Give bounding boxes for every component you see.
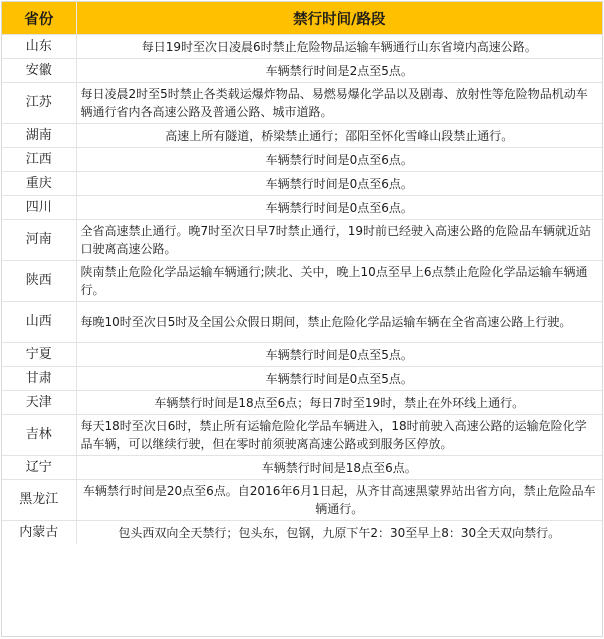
rule-cell: 车辆禁行时间是0点至6点。 — [76, 196, 602, 220]
rule-cell: 车辆禁行时间是20点至6点。自2016年6月1日起，从齐甘高速黑蒙界站出省方向，禁止危险品车辆通行。 — [76, 480, 602, 521]
header-rule: 禁行时间/路段 — [76, 2, 602, 35]
table-row — [2, 415, 602, 456]
province-cell: 安徽 — [2, 59, 76, 83]
rule-cell: 车辆禁行时间是0点至5点。 — [76, 367, 602, 391]
province-cell: 四川 — [2, 196, 76, 220]
table-row — [2, 391, 602, 415]
table-row — [2, 521, 602, 545]
province-cell: 宁夏 — [2, 343, 76, 367]
restriction-table-container — [1, 1, 603, 637]
rule-cell: 车辆禁行时间是18点至6点。 — [76, 456, 602, 480]
rule-cell: 陕南禁止危险化学品运输车辆通行;陕北、关中，晚上10点至早上6点禁止危险化学品运输车辆通行。 — [76, 261, 602, 302]
table-row — [2, 148, 602, 172]
table-row — [2, 220, 602, 261]
province-cell: 湖南 — [2, 124, 76, 148]
header-row — [2, 2, 602, 35]
rule-cell: 全省高速禁止通行。晚7时至次日早7时禁止通行，19时前已经驶入高速公路的危险品车辆就近站口驶离高速公路。 — [76, 220, 602, 261]
table-header — [2, 2, 602, 35]
rule-cell: 车辆禁行时间是0点至6点。 — [76, 148, 602, 172]
rule-cell: 每晚10时至次日5时及全国公众假日期间，禁止危险化学品运输车辆在全省高速公路上行驶。 — [76, 302, 602, 343]
province-cell: 江苏 — [2, 83, 76, 124]
province-cell: 山西 — [2, 302, 76, 343]
table-row — [2, 367, 602, 391]
table-row — [2, 172, 602, 196]
province-cell: 陕西 — [2, 261, 76, 302]
province-cell: 山东 — [2, 35, 76, 59]
restriction-table — [2, 2, 602, 544]
table-row — [2, 480, 602, 521]
rule-cell: 包头西双向全天禁行；包头东，包钢，九原下午2：30至早上8：30全天双向禁行。 — [76, 521, 602, 545]
table-row — [2, 196, 602, 220]
province-cell: 吉林 — [2, 415, 76, 456]
table-row — [2, 456, 602, 480]
province-cell: 河南 — [2, 220, 76, 261]
header-province: 省份 — [2, 2, 76, 35]
province-cell: 内蒙古 — [2, 521, 76, 545]
rule-cell: 车辆禁行时间是2点至5点。 — [76, 59, 602, 83]
table-body — [2, 35, 602, 545]
table-row — [2, 59, 602, 83]
province-cell: 重庆 — [2, 172, 76, 196]
province-cell: 江西 — [2, 148, 76, 172]
table-row — [2, 261, 602, 302]
rule-cell: 每日19时至次日凌晨6时禁止危险物品运输车辆通行山东省境内高速公路。 — [76, 35, 602, 59]
table-row — [2, 124, 602, 148]
table-row — [2, 343, 602, 367]
rule-cell: 车辆禁行时间是0点至5点。 — [76, 343, 602, 367]
rule-cell: 车辆禁行时间是0点至6点。 — [76, 172, 602, 196]
province-cell: 辽宁 — [2, 456, 76, 480]
rule-cell: 每天18时至次日6时，禁止所有运输危险化学品车辆进入，18时前驶入高速公路的运输危险化学品车辆，可以继续行驶，但在零时前须驶离高速公路或到服务区停放。 — [76, 415, 602, 456]
table-row — [2, 302, 602, 343]
province-cell: 黑龙江 — [2, 480, 76, 521]
rule-cell: 每日凌晨2时至5时禁止各类载运爆炸物品、易燃易爆化学品以及剧毒、放射性等危险物品机动车辆通行省内各高速公路及普通公路、城市道路。 — [76, 83, 602, 124]
table-row — [2, 83, 602, 124]
table-row — [2, 35, 602, 59]
province-cell: 天津 — [2, 391, 76, 415]
province-cell: 甘肃 — [2, 367, 76, 391]
rule-cell: 高速上所有隧道，桥梁禁止通行；邵阳至怀化雪峰山段禁止通行。 — [76, 124, 602, 148]
rule-cell: 车辆禁行时间是18点至6点；每日7时至19时，禁止在外环线上通行。 — [76, 391, 602, 415]
